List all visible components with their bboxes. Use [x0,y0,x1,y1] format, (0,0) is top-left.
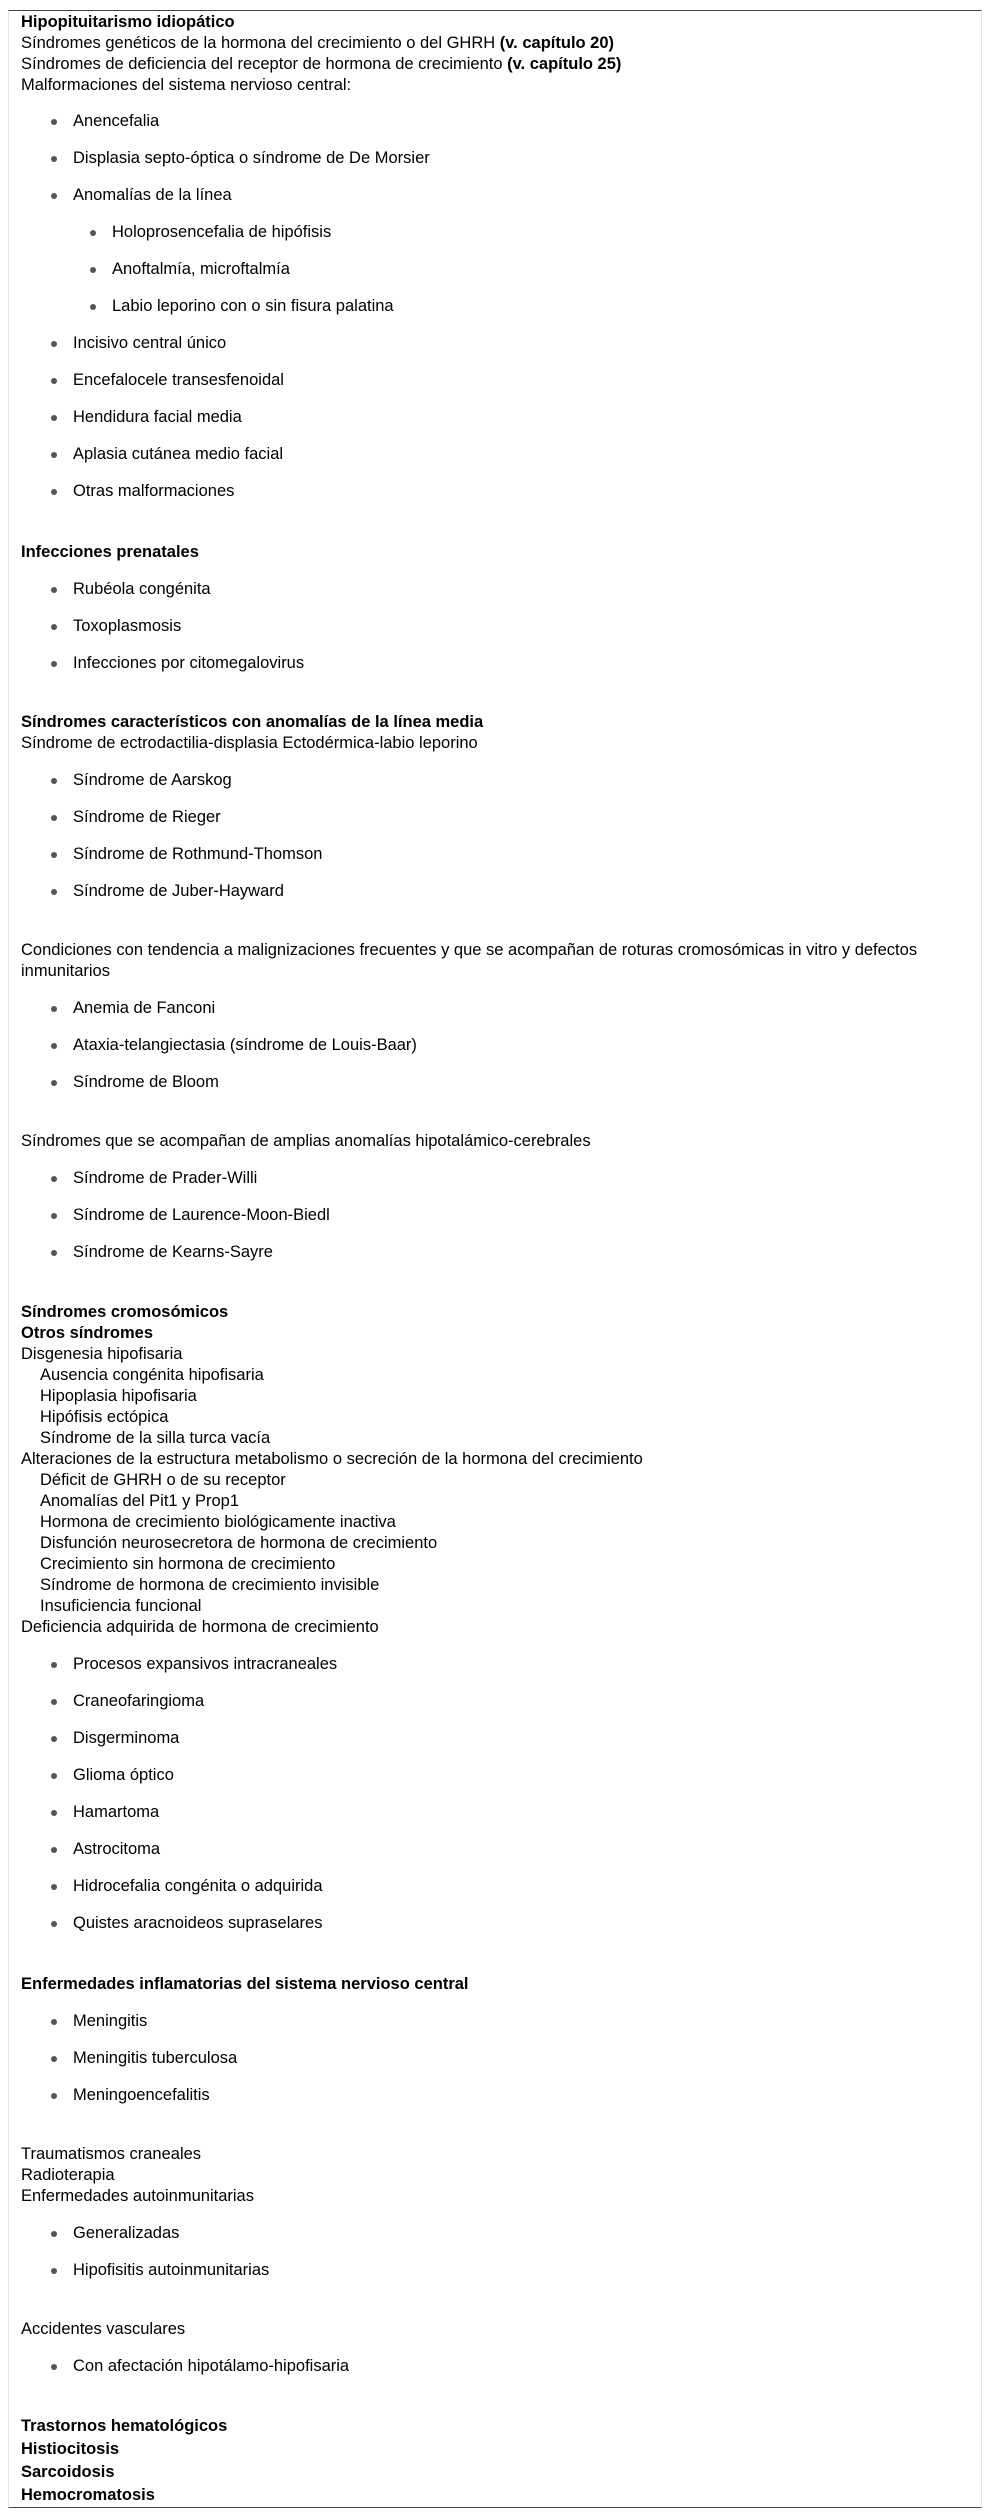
list-item: Síndrome de Prader-Willi [73,1169,258,1187]
text-line [21,33,614,54]
list-item: Quistes aracnoideos supraselares [73,1914,323,1932]
text-line: Accidentes vasculares [21,2320,186,2338]
list-item: Meningoencefalitis [73,2086,210,2104]
indented-line: Disfunción neurosecretora de hormona de crecimiento [40,1534,438,1552]
text-line: Condiciones con tendencia a malignizaciones frecuentes y que se acompañan de roturas cromosómicas in vitro y defectos inmunitarios [21,941,918,980]
section-title: Trastornos hematológicos [21,2417,228,2435]
list-item: Anencefalia [73,112,160,130]
text-line: Traumatismos craneales [21,2145,202,2163]
text-line: Alteraciones de la estructura metabolismo o secreción de la hormona del crecimiento [21,1450,643,1468]
list-item: Displasia septo-óptica o síndrome de De Morsier [73,149,430,167]
section-title: Otros síndromes [21,1324,154,1342]
section-title: Sarcoidosis [21,2463,115,2481]
indented-line: Hipoplasia hipofisaria [40,1387,197,1405]
list-item: Glioma óptico [73,1766,174,1784]
list-item: Síndrome de Kearns-Sayre [73,1243,273,1261]
indented-line: Hormona de crecimiento biológicamente inactiva [40,1513,396,1531]
indented-line: Crecimiento sin hormona de crecimiento [40,1555,336,1573]
list-item: Síndrome de Rothmund-Thomson [73,845,323,863]
indented-line: Déficit de GHRH o de su receptor [40,1471,286,1489]
list-item: Anomalías de la línea [73,186,232,204]
list-item: Ataxia-telangiectasia (síndrome de Louis-Baar) [73,1036,417,1054]
list-item: Síndrome de Aarskog [73,771,232,789]
section-title: Hemocromatosis [21,2486,155,2504]
list-subitem: Anoftalmía, microftalmía [112,260,290,278]
list-item: Aplasia cutánea medio facial [73,445,284,463]
indented-line: Anomalías del Pit1 y Prop1 [40,1492,240,1510]
list-item: Meningitis tuberculosa [73,2049,238,2067]
list-item: Con afectación hipotálamo-hipofisaria [73,2357,350,2375]
list-subitem: Labio leporino con o sin fisura palatina [112,297,394,315]
section-title: Síndromes característicos con anomalías de la línea media [21,713,484,731]
list-item: Craneofaringioma [73,1692,205,1710]
list-item: Meningitis [73,2012,148,2030]
text-line: Radioterapia [21,2166,115,2184]
list-item: Hipofisitis autoinmunitarias [73,2261,270,2279]
genetic-syndromes-text: Síndromes genéticos de la hormona del crecimiento o del GHRH [21,34,500,52]
list-item: Otras malformaciones [73,482,235,500]
chapter-reference: (v. capítulo 20) [499,34,615,52]
list-item: Hendidura facial media [73,408,242,426]
indented-line: Insuficiencia funcional [40,1597,202,1615]
list-item: Astrocitoma [73,1840,161,1858]
text-line: Deficiencia adquirida de hormona de crecimiento [21,1618,379,1636]
list-subitem: Holoprosencefalia de hipófisis [112,223,332,241]
text-line: Síndrome de ectrodactilia-displasia Ectodérmica-labio leporino [21,734,478,752]
text-line: Malformaciones del sistema nervioso central: [21,76,352,94]
text-line: Síndromes que se acompañan de amplias anomalías hipotalámico-cerebrales [21,1132,591,1150]
classification-table [8,10,982,2508]
section-title: Síndromes cromosómicos [21,1303,229,1321]
section-title: Histiocitosis [21,2440,120,2458]
list-item: Toxoplasmosis [73,617,182,635]
indented-line: Hipófisis ectópica [40,1408,169,1426]
indented-line: Ausencia congénita hipofisaria [40,1366,264,1384]
list-item: Síndrome de Bloom [73,1073,219,1091]
list-item: Infecciones por citomegalovirus [73,654,305,672]
text-line [21,54,621,75]
list-item: Disgerminoma [73,1729,180,1747]
list-item: Procesos expansivos intracraneales [73,1655,338,1673]
indented-line: Síndrome de la silla turca vacía [40,1429,271,1447]
list-item: Generalizadas [73,2224,180,2242]
list-item: Síndrome de Juber-Hayward [73,882,284,900]
list-item: Anemia de Fanconi [73,999,216,1017]
text-line: Disgenesia hipofisaria [21,1345,183,1363]
chapter-reference: (v. capítulo 25) [507,55,622,73]
list-item: Síndrome de Laurence-Moon-Biedl [73,1206,330,1224]
text-line: Enfermedades autoinmunitarias [21,2187,254,2205]
receptor-deficiency-text: Síndromes de deficiencia del receptor de hormona de crecimiento [21,55,508,73]
list-item: Hamartoma [73,1803,160,1821]
list-item: Encefalocele transesfenoidal [73,371,284,389]
list-item: Síndrome de Rieger [73,808,221,826]
list-item: Incisivo central único [73,334,227,352]
section-title: Infecciones prenatales [21,543,199,561]
indented-line: Síndrome de hormona de crecimiento invisible [40,1576,380,1594]
list-item: Hidrocefalia congénita o adquirida [73,1877,323,1895]
section-title: Enfermedades inflamatorias del sistema nervioso central [21,1975,469,1993]
list-item: Rubéola congénita [73,580,211,598]
section-title: Hipopituitarismo idiopático [21,13,235,31]
